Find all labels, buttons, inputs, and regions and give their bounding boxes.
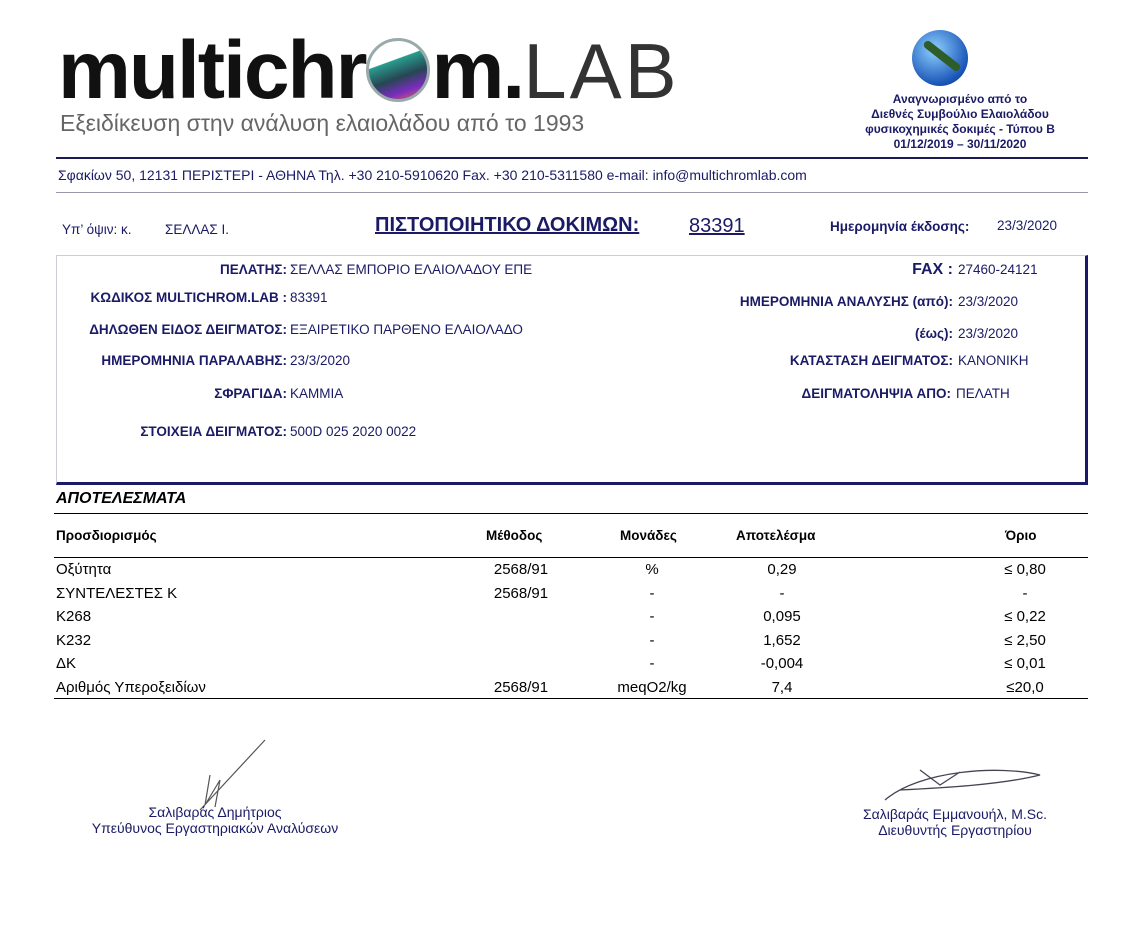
col-header: Αποτελέσμα [736,528,816,543]
result-cell: -0,004 [760,655,804,672]
accreditation-line: Διεθνές Συμβούλιο Ελαιολάδου [871,107,1049,121]
info-label: ΗΜΕΡΟΜΗΝΙΑ ΠΑΡΑΛΑΒΗΣ: [101,353,287,368]
info-label: ΣΦΡΑΓΙΔΑ: [214,386,287,401]
result-cell: 2568/91 [493,678,549,696]
result-cell: % [645,561,659,578]
logo [58,25,680,116]
result-cell: ≤20,0 [1006,678,1044,696]
result-cell: ≤ 0,22 [1004,608,1046,625]
info-value: 83391 [290,290,328,305]
results-title: ΑΠΟΤΕΛΕΣΜΑΤΑ [56,490,187,507]
result-cell: 0,095 [763,608,801,625]
divider [54,698,1088,699]
info-label: ΣΤΟΙΧΕΙΑ ΔΕΙΓΜΑΤΟΣ: [140,424,287,439]
info-label: ΔΗΛΩΘΕΝ ΕΙΔΟΣ ΔΕΙΓΜΑΤΟΣ: [89,322,287,337]
result-cell: K232 [56,631,92,649]
result-cell: 2568/91 [493,584,549,602]
signatory-role: Υπεύθυνος Εργαστηριακών Αναλύσεων [91,820,339,836]
signatory-name: Σαλιβαράς Δημήτριος [148,804,282,820]
certificate-title: ΠΙΣΤΟΠΟΙΗΤΙΚΟ ΔΟΚΙΜΩΝ: [375,214,640,236]
info-label: ΚΑΤΑΣΤΑΣΗ ΔΕΙΓΜΑΤΟΣ: [789,353,953,368]
info-value: ΚΑΜΜΙΑ [290,386,344,401]
result-cell: ΣΥΝΤΕΛΕΣΤΕΣ Κ [56,584,178,602]
logo-text-2: m. [431,25,524,116]
result-cell: K268 [56,608,92,625]
result-cell: ≤ 0,01 [1004,655,1046,672]
info-value: ΚΑΝΟΝΙΚΗ [958,353,1029,368]
result-cell: Οξύτητα [56,561,112,578]
issue-date: 23/3/2020 [997,218,1058,233]
certificate-number: 83391 [689,215,745,237]
col-header: Μονάδες [620,528,677,543]
col-header: Όριο [1005,528,1037,543]
result-cell: - [649,655,655,672]
info-value: 23/3/2020 [958,326,1019,341]
divider [54,557,1088,558]
result-cell: 7,4 [771,678,793,696]
signatory-role: Διευθυντής Εργαστηρίου [878,822,1032,838]
issue-date-label: Ημερομηνία έκδοσης: [830,219,970,234]
result-cell: 1,652 [763,631,801,649]
info-label: ΠΕΛΑΤΗΣ: [220,262,287,277]
result-cell: meqO2/kg [617,678,687,696]
ioc-globe-icon [912,30,968,86]
info-value: ΣΕΛΛΑΣ ΕΜΠΟΡΙΟ ΕΛΑΙΟΛΑΔΟΥ ΕΠΕ [290,262,533,277]
result-cell: - [779,584,785,602]
accreditation-line: 01/12/2019 – 30/11/2020 [893,137,1027,151]
result-cell: ≤ 0,80 [1004,561,1046,578]
accreditation [830,92,1090,152]
result-cell: - [649,631,655,649]
address: Σφακίων 50, 12131 ΠΕΡΙΣΤΕΡΙ - ΑΘΗΝΑ Τηλ. +30 210-5910620 Fax. +30 210-5311580 e-mail: info@multichromlab.com [58,167,807,183]
info-value: 23/3/2020 [290,353,351,368]
info-label: ΔΕΙΓΜΑΤΟΛΗΨΙΑ ΑΠΟ: [801,386,951,401]
col-header: Προσδιορισμός [56,528,157,543]
attn-label: Υπ’ όψιν: κ. [62,222,132,237]
info-label: FAX : [912,261,953,278]
info-value: 500D 025 2020 0022 [290,424,417,439]
result-cell: ≤ 2,50 [1004,631,1046,649]
result-cell: - [1022,584,1028,602]
info-value: ΠΕΛΑΤΗ [956,386,1010,401]
signatory-2 [820,806,1090,838]
info-label: ΗΜΕΡΟΜΗΝΙΑ ΑΝΑΛΥΣΗΣ (από): [739,294,953,309]
signatory-name: Σαλιβαράς Εμμανουήλ, M.Sc. [862,806,1048,822]
col-header: Μέθοδος [486,528,543,543]
result-cell: - [649,608,655,625]
info-value: 23/3/2020 [958,294,1019,309]
tagline: Εξειδίκευση στην ανάλυση ελαιολάδου από το 1993 [60,110,585,136]
result-cell: Αριθμός Υπεροξειδίων [56,678,206,696]
accreditation-line: Αναγνωρισμένο από το [892,92,1028,106]
signature-2 [880,760,1050,810]
result-cell: - [649,584,655,602]
info-value: 27460-24121 [958,262,1038,277]
divider [56,192,1088,193]
signature-1 [170,735,280,815]
info-value: ΕΞΑΙΡΕΤΙΚΟ ΠΑΡΘΕΝΟ ΕΛΑΙΟΛΑΔΟ [290,322,523,337]
info-label: (έως): [914,326,953,341]
result-cell: 0,29 [767,561,797,578]
divider [56,157,1088,159]
logo-lab: LAB [523,27,680,115]
attn-name: ΣΕΛΛΑΣ Ι. [165,222,229,237]
logo-text: multichr [58,25,366,116]
signatory-1 [60,804,370,836]
flask-icon [366,38,430,102]
divider [54,513,1088,514]
result-cell: 2568/91 [493,561,549,578]
accreditation-line: φυσικοχημικές δοκιμές - Τύπου Β [865,122,1055,136]
info-label: ΚΩΔΙΚΟΣ MULTICHROM.LAB : [90,290,287,305]
result-cell: ΔΚ [56,655,77,672]
